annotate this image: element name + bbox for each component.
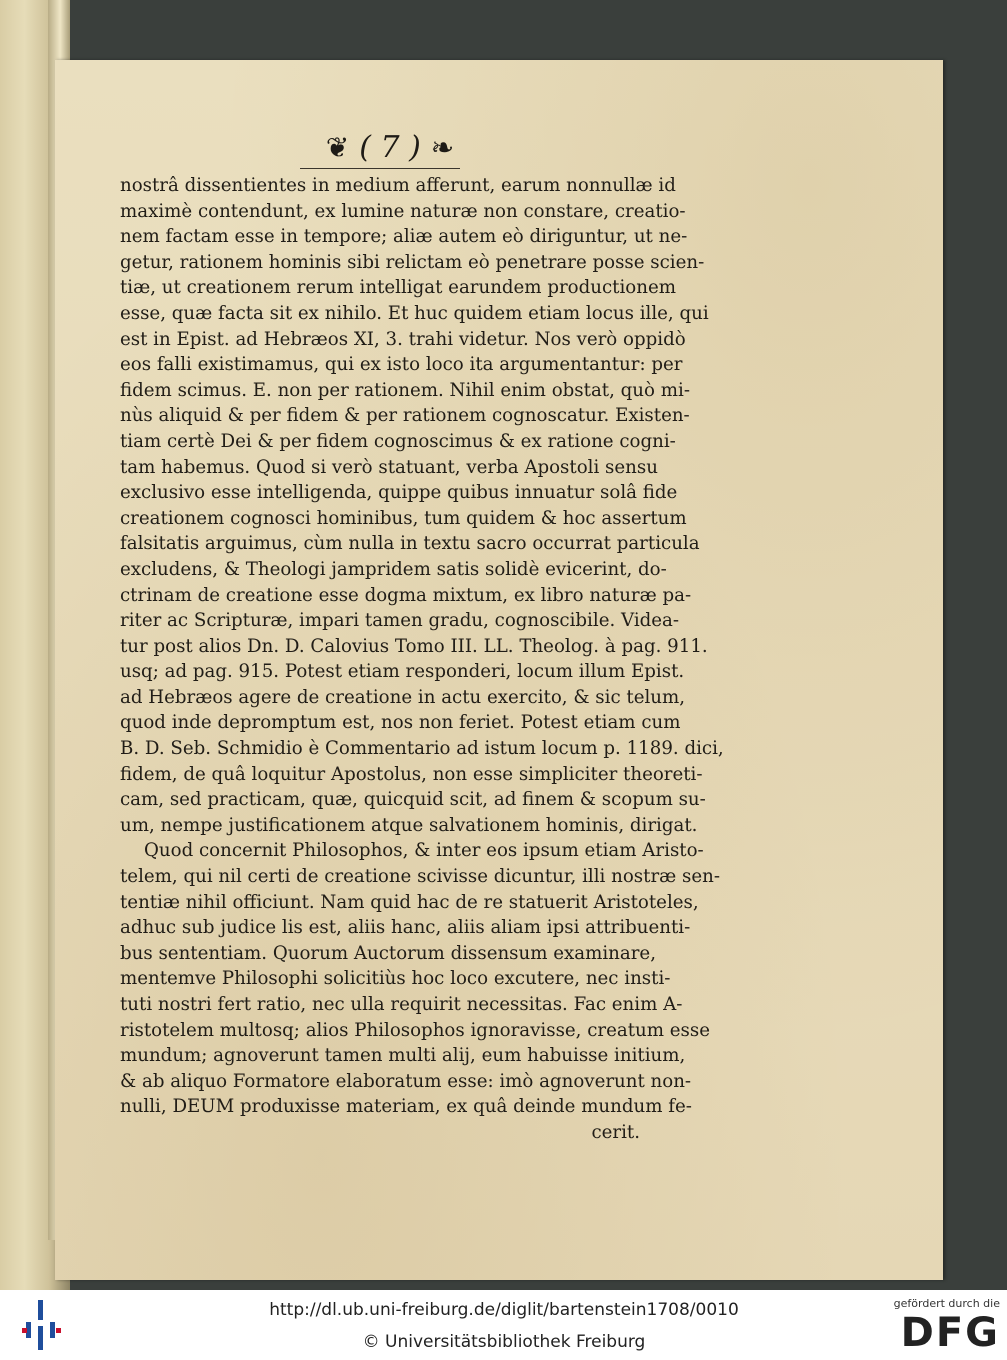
text-line: exclusivo esse intelligenda, quippe quibus innuatur solâ fide — [120, 482, 678, 504]
text-line: excludens, & Theologi jampridem satis solidè evicerint, do- — [120, 558, 667, 580]
text-line: Quod concernit Philosophos, & inter eos ipsum etiam Aristo- — [144, 840, 704, 862]
text-line: tam habemus. Quod si verò statuant, verba Apostoli sensu — [120, 456, 658, 478]
text-line: eos falli existimamus, qui ex isto loco ita argumentantur: per — [120, 354, 683, 376]
text-line: fidem scimus. E. non per rationem. Nihil enim obstat, quò mi- — [120, 379, 690, 401]
header-rule — [300, 168, 460, 169]
page-header — [305, 128, 475, 168]
text-line: nostrâ dissentientes in medium afferunt, earum nonnullæ id — [120, 175, 676, 196]
text-line: ad Hebræos agere de creatione in actu exercito, & sic telum, — [120, 686, 686, 708]
text-line: esse, quæ facta sit ex nihilo. Et huc quidem etiam locus ille, qui — [120, 302, 709, 324]
text-line: adhuc sub judice lis est, aliis hanc, aliis aliam ipsi attribuenti- — [120, 917, 691, 939]
page-number: ( 7 ) — [359, 130, 421, 165]
text-line: fidem, de quâ loquitur Apostolus, non esse simpliciter theoreti- — [120, 763, 703, 785]
copyright-notice: © Universitätsbibliothek Freiburg — [362, 1332, 646, 1352]
text-line: est in Epist. ad Hebræos XI, 3. trahi videtur. Nos verò oppidò — [120, 328, 686, 350]
text-line: & ab aliquo Formatore elaboratum esse: imò agnoverunt non- — [120, 1070, 692, 1092]
page-text — [120, 173, 724, 1146]
text-line: tiam certè Dei & per fidem cognoscimus & ex ratione cogni- — [120, 430, 676, 452]
fleuron-right-icon: ❧ — [430, 131, 455, 164]
text-line: mentemve Philosophi solicitiùs hoc loco excutere, nec insti- — [120, 968, 671, 990]
text-line: um, nempe justificationem atque salvationem hominis, dirigat. — [120, 814, 698, 836]
text-line: usq; ad pag. 915. Potest etiam responderi, locum illum Epist. — [120, 661, 685, 683]
university-library-logo-icon — [20, 1298, 64, 1352]
text-line: creationem cognosci hominibus, tum quidem & hoc assertum — [120, 507, 687, 529]
catchword: cerit. — [591, 1121, 640, 1143]
text-line: tuti nostri fert ratio, nec ulla requirit necessitas. Fac enim A- — [120, 994, 683, 1015]
dfg-caption: gefördert durch die — [893, 1297, 1000, 1310]
text-line: riter ac Scripturæ, impari tamen gradu, cognoscibile. Videa- — [120, 610, 680, 632]
fleuron-left-icon: ❦ — [325, 131, 350, 164]
text-line: quod inde depromptum est, nos non feriet. Potest etiam cum — [120, 712, 681, 734]
text-line: tur post alios Dn. D. Calovius Tomo III. LL. Theolog. à pag. 911. — [120, 635, 708, 657]
text-line: telem, qui nil certi de creatione scivisse dicuntur, illi nostræ sen- — [120, 866, 720, 888]
text-line: maximè contendunt, ex lumine naturæ non constare, creatio- — [120, 200, 686, 222]
text-line: nulli, DEUM produxisse materiam, ex quâ deinde mundum fe- — [120, 1096, 692, 1118]
text-line: getur, rationem hominis sibi relictam eò penetrare posse scien- — [120, 251, 705, 273]
text-line: ristotelem multosq; alios Philosophos ignoravisse, creatum esse — [120, 1019, 710, 1041]
text-line: tentiæ nihil officiunt. Nam quid hac de re statuerit Aristoteles, — [120, 891, 699, 913]
text-line: falsitatis arguimus, cùm nulla in textu sacro occurrat particula — [120, 533, 700, 555]
text-line: mundum; agnoverunt tamen multi alij, eum habuisse initium, — [120, 1045, 686, 1067]
text-line: cam, sed practicam, quæ, quicquid scit, ad finem & scopum su- — [120, 789, 706, 811]
text-line: nem factam esse in tempore; aliæ autem eò diriguntur, ut ne- — [120, 226, 688, 248]
text-line: bus sententiam. Quorum Auctorum dissensum examinare, — [120, 942, 656, 964]
dfg-logo: DFG — [900, 1310, 1000, 1356]
text-line: ctrinam de creatione esse dogma mixtum, ex libro naturæ pa- — [120, 584, 692, 606]
text-line: tiæ, ut creationem rerum intelligat earundem productionem — [120, 277, 676, 299]
text-line: nùs aliquid & per fidem & per rationem cognoscatur. Existen- — [120, 405, 690, 427]
permalink-link[interactable]: http://dl.ub.uni-freiburg.de/diglit/bartenstein1708/0010 — [269, 1300, 739, 1320]
text-line: B. D. Seb. Schmidio è Commentario ad istum locum p. 1189. dici, — [120, 738, 724, 760]
